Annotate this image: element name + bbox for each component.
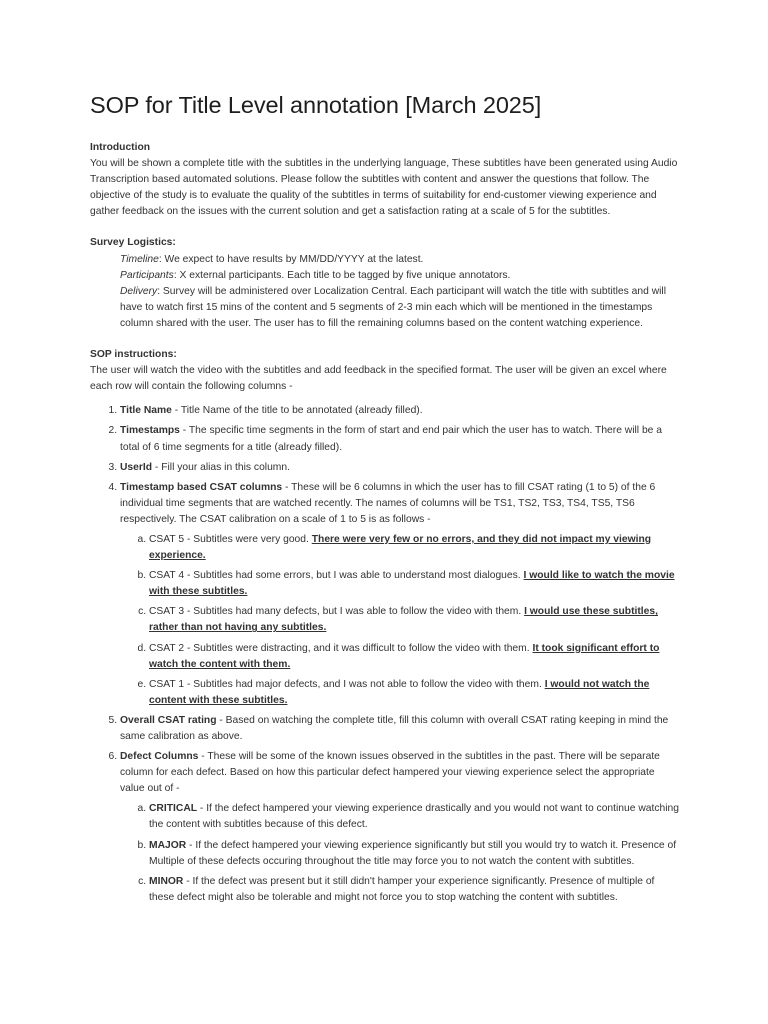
defect-text: - If the defect hampered your viewing experience significantly but still you would try to watch it. Presence of Multiple of these defects occuring throughout the title may force you to not watch the content with subtitles. — [149, 839, 677, 867]
item-text: - Fill your alias in this column. — [152, 461, 290, 473]
logistics-list — [90, 252, 680, 332]
defect-item-major — [149, 838, 680, 870]
list-item-timestamps — [120, 423, 680, 455]
csat-text: CSAT 1 - Subtitles had major defects, and I was not able to follow the video with them. — [149, 678, 545, 690]
list-item-timestamp-csat — [120, 480, 680, 709]
csat-text: CSAT 2 - Subtitles were distracting, and it was difficult to follow the video with them. — [149, 642, 533, 654]
defect-severity-list — [120, 801, 680, 906]
defect-item-critical — [149, 801, 680, 833]
logistics-label: Participants — [120, 269, 174, 281]
introduction-heading: Introduction — [90, 142, 151, 153]
item-text: - These will be some of the known issues observed in the subtitles in the past. There will be separate column for each defect. Based on how this particular defect hampered your viewing experience select the appropriate value out of - — [120, 751, 660, 795]
sop-intro: The user will watch the video with the subtitles and add feedback in the specified format. The user will be given an excel where each row will contain the following columns - — [90, 365, 667, 393]
defect-item-minor — [149, 874, 680, 906]
logistics-heading: Survey Logistics: — [90, 237, 176, 249]
csat-text: CSAT 5 - Subtitles were very good. — [149, 533, 312, 545]
list-item-title-name — [120, 403, 680, 419]
csat-emphasis: I would like to watch the movie with these subtitles. — [149, 570, 675, 598]
list-item-userid — [120, 460, 680, 476]
item-term: Defect Columns — [120, 751, 199, 763]
item-text: - The specific time segments in the form of start and end pair which the user has to watch. There will be a total of 6 time segments for a title (already filled). — [120, 425, 662, 453]
csat-calibration-list — [120, 532, 680, 709]
item-term: Title Name — [120, 405, 172, 417]
introduction-text: You will be shown a complete title with the subtitles in the underlying language, These subtitles have been generated using Audio Transcription based automated solutions. Please follow the subtitles with content and answer the questions that follow. The objective of the study is to evaluate the quality of the subtitles in terms of suitability for end-customer viewing experience and gather feedback on the issues with the current solution and get a satisfaction rating at a scale of 5 for the subtitles. — [90, 158, 678, 218]
logistics-item-delivery — [120, 284, 680, 332]
csat-text: CSAT 4 - Subtitles had some errors, but I was able to understand most dialogues. — [149, 570, 524, 582]
item-text: - These will be 6 columns in which the user has to fill CSAT rating (1 to 5) of the 6 individual time segments that are watched recently. The names of columns will be TS1, TS2, TS3, TS4, TS5, TS6 respectively. The CSAT calibration on a scale of 1 to 5 is as follows - — [120, 481, 656, 525]
item-text: - Based on watching the complete title, fill this column with overall CSAT rating keeping in mind the same calibration as above. — [120, 714, 669, 742]
csat-item-3 — [149, 604, 680, 636]
csat-emphasis: It took significant effort to watch the content with them. — [149, 642, 660, 670]
logistics-item-timeline — [120, 252, 680, 268]
logistics-text: : Survey will be administered over Localization Central. Each participant will watch the title with subtitles and will have to watch first 15 mins of the content and 5 segments of 2-3 min each which will be mentioned in the timestamps column shared with the user. The user has to fill the remaining columns based on the content watching experience. — [120, 285, 666, 329]
csat-emphasis: I would not watch the content with these subtitles. — [149, 678, 650, 706]
defect-text: - If the defect was present but it still didn't hamper your experience significantly. Presence of multiple of these defect might also be tolerable and might not force you to stop watching the content with subtitles. — [149, 875, 655, 903]
page-title: SOP for Title Level annotation [March 2025] — [90, 92, 542, 118]
logistics-text: : We expect to have results by MM/DD/YYYY at the latest. — [158, 253, 424, 265]
list-item-overall-csat — [120, 713, 680, 745]
csat-item-4 — [149, 568, 680, 600]
csat-emphasis: I would use these subtitles, rather than not having any subtitles. — [149, 606, 658, 634]
item-text: - Title Name of the title to be annotated (already filled). — [171, 405, 423, 417]
item-term: Timestamp based CSAT columns — [120, 481, 283, 493]
item-term: UserId — [120, 461, 153, 473]
logistics-item-participants — [120, 268, 680, 284]
defect-term: MINOR — [149, 875, 184, 887]
sop-heading: SOP instructions: — [90, 349, 177, 361]
item-term: Timestamps — [120, 425, 180, 437]
logistics-label: Delivery — [120, 285, 158, 297]
defect-term: CRITICAL — [149, 803, 198, 815]
csat-text: CSAT 3 - Subtitles had many defects, but I was able to follow the video with them. — [149, 606, 525, 618]
item-term: Overall CSAT rating — [120, 714, 217, 726]
csat-item-2 — [149, 641, 680, 673]
defect-text: - If the defect hampered your viewing experience drastically and you would not want to continue watching the content with subtitles because of this defect. — [149, 803, 679, 831]
csat-item-1 — [149, 677, 680, 709]
defect-term: MAJOR — [149, 839, 187, 851]
logistics-text: : X external participants. Each title to be tagged by five unique annotators. — [173, 269, 511, 281]
csat-item-5 — [149, 532, 680, 564]
list-item-defect-columns — [120, 749, 680, 906]
sop-column-list — [90, 403, 680, 906]
csat-emphasis: There were very few or no errors, and they did not impact my viewing experience. — [149, 533, 652, 562]
document-body — [90, 140, 680, 910]
logistics-label: Timeline — [120, 253, 159, 265]
